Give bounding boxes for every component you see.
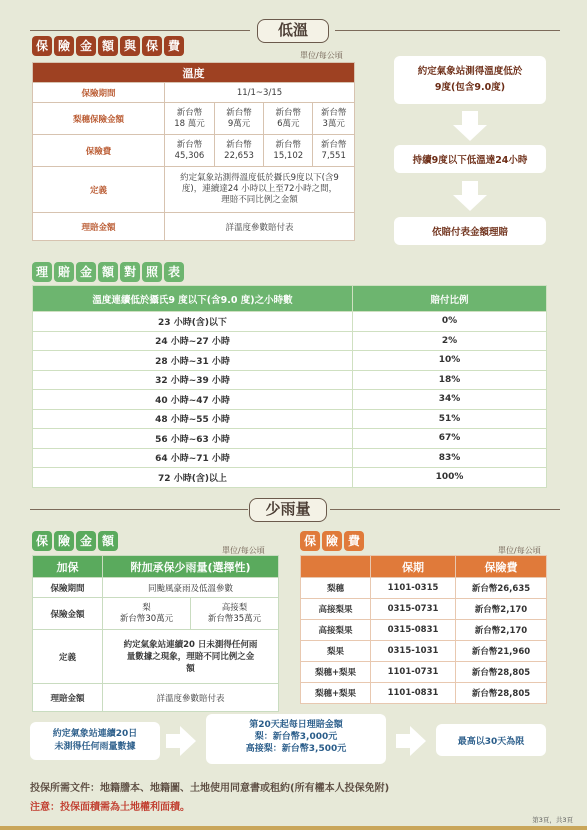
heading-char: 險 (54, 531, 74, 551)
compensation-table (32, 285, 547, 488)
heading-char: 費 (344, 531, 364, 551)
hours-cell: 32 小時~39 小時 (33, 370, 353, 390)
fee-cell: 新台幣28,805 (456, 662, 547, 683)
ratio-cell: 18% (353, 370, 547, 390)
table-header: 溫度 (33, 63, 355, 83)
heading-char: 額 (98, 531, 118, 551)
amount-cell: 梨 新台幣30萬元 (103, 598, 191, 630)
amount-cell: 新台幣 9萬元 (214, 103, 263, 135)
area-note: 注意：投保面積需為土地權利面積。 (30, 802, 190, 813)
hours-cell: 23 小時(含)以下 (33, 312, 353, 332)
section-title-low-temp-label: 低溫 (257, 19, 329, 43)
definition-label: 定義 (33, 630, 103, 684)
rain-flow-step-2-title: 第20天起每日理賠金額 (249, 720, 343, 730)
hours-cell: 48 小時~55 小時 (33, 409, 353, 429)
table-row (33, 468, 547, 488)
premium-cell: 新台幣 7,551 (313, 135, 355, 167)
table-row (33, 390, 547, 410)
compensation-header-hours: 溫度連續低於攝氏9 度以下(含9.0 度)之小時數 (33, 286, 353, 312)
rain-flow-step-2 (206, 714, 386, 764)
table-row (33, 429, 547, 449)
unit-label: 單位/每公頃 (222, 546, 265, 555)
premium-header-blank (301, 556, 371, 578)
table-row (301, 620, 547, 641)
ratio-cell: 34% (353, 390, 547, 410)
rain-header-2: 附加承保少雨量(選擇性) (103, 556, 279, 578)
heading-char: 表 (164, 262, 184, 282)
ratio-cell: 2% (353, 331, 547, 351)
heading-char: 對 (120, 262, 140, 282)
bottom-bar (0, 826, 587, 830)
ratio-cell: 51% (353, 409, 547, 429)
table-row (301, 599, 547, 620)
period-cell: 1101-0831 (371, 683, 456, 704)
unit-label: 單位/每公頃 (300, 51, 343, 60)
claim-label: 理賠金額 (33, 684, 103, 712)
premium-header-fee: 保險費 (456, 556, 547, 578)
down-arrow-icon (453, 181, 487, 211)
amount-cell: 新台幣 18 萬元 (165, 103, 215, 135)
period-label: 保險期間 (33, 578, 103, 598)
definition-label: 定義 (33, 167, 165, 213)
heading-char: 額 (98, 262, 118, 282)
compensation-header-ratio: 賠付比例 (353, 286, 547, 312)
hours-cell: 40 小時~47 小時 (33, 390, 353, 410)
period-value: 同颱風豪雨及低溫參數 (103, 578, 279, 598)
heading-char: 照 (142, 262, 162, 282)
heading-char: 金 (76, 36, 96, 56)
hours-cell: 56 小時~63 小時 (33, 429, 353, 449)
table-row (33, 351, 547, 371)
section-title-low-rain-label: 少雨量 (249, 498, 327, 522)
temperature-insurance-table (32, 62, 355, 241)
heading-char: 保 (142, 36, 162, 56)
premium-label: 保險費 (33, 135, 165, 167)
rain-insurance-table (32, 555, 279, 712)
amount-label: 梨穗保險金額 (33, 103, 165, 135)
table-row (33, 409, 547, 429)
period-cell: 1101-0315 (371, 578, 456, 599)
amount-cell: 新台幣 3萬元 (313, 103, 355, 135)
required-documents: 投保所需文件：地籍謄本、地籍圖、土地使用同意書或租約(所有權本人投保免附) (30, 783, 390, 794)
table-row (33, 448, 547, 468)
crop-cell: 梨穗+梨果 (301, 662, 371, 683)
flow-step-3: 依賠付表金額理賠 (394, 217, 546, 245)
heading-amount-premium (32, 36, 184, 56)
period-cell: 1101-0731 (371, 662, 456, 683)
period-cell: 0315-0831 (371, 620, 456, 641)
premium-cell: 新台幣 45,306 (165, 135, 215, 167)
claim-label: 理賠金額 (33, 213, 165, 241)
section-title-low-rain (0, 497, 587, 523)
flow-step-1: 約定氣象站測得溫度低於 9度(包含9.0度) (394, 56, 546, 104)
rain-flow-step-3: 最高以30天為限 (436, 724, 546, 756)
hours-cell: 72 小時(含)以上 (33, 468, 353, 488)
crop-cell: 梨穗+梨果 (301, 683, 371, 704)
table-row (301, 662, 547, 683)
table-row (33, 331, 547, 351)
heading-char: 保 (32, 36, 52, 56)
premium-table (300, 555, 547, 704)
heading-amount (32, 531, 118, 551)
crop-cell: 高接梨果 (301, 599, 371, 620)
right-arrow-icon (166, 726, 196, 756)
period-value: 11/1~3/15 (165, 83, 355, 103)
claim-value: 詳溫度參數賠付表 (103, 684, 279, 712)
crop-cell: 高接梨果 (301, 620, 371, 641)
ratio-cell: 100% (353, 468, 547, 488)
period-cell: 0315-0731 (371, 599, 456, 620)
heading-char: 險 (54, 36, 74, 56)
heading-char: 費 (164, 36, 184, 56)
fee-cell: 新台幣2,170 (456, 599, 547, 620)
heading-char: 險 (322, 531, 342, 551)
claim-value: 詳溫度參數賠付表 (165, 213, 355, 241)
fee-cell: 新台幣26,635 (456, 578, 547, 599)
premium-header-period: 保期 (371, 556, 456, 578)
heading-char: 理 (32, 262, 52, 282)
heading-char: 金 (76, 262, 96, 282)
heading-premium (300, 531, 364, 551)
crop-cell: 梨穗 (301, 578, 371, 599)
down-arrow-icon (453, 111, 487, 141)
rain-flow-step-2-line1: 梨：新台幣3,000元 (254, 732, 338, 742)
period-label: 保險期間 (33, 83, 165, 103)
table-row (301, 641, 547, 662)
hours-cell: 24 小時~27 小時 (33, 331, 353, 351)
definition-value: 約定氣象站連續20 日未測得任何雨量數據之現象，理賠不同比例之金額 (103, 630, 279, 684)
hours-cell: 28 小時~31 小時 (33, 351, 353, 371)
heading-char: 額 (98, 36, 118, 56)
rain-flow-step-1: 約定氣象站連續20日 未測得任何雨量數據 (30, 722, 160, 760)
flow-step-2: 持續9度以下低溫達24小時 (394, 145, 546, 173)
amount-cell: 高接梨 新台幣35萬元 (190, 598, 278, 630)
heading-char: 保 (300, 531, 320, 551)
fee-cell: 新台幣2,170 (456, 620, 547, 641)
table-row (33, 312, 547, 332)
rain-flow-step-2-line2: 高接梨：新台幣3,500元 (245, 744, 347, 754)
heading-char: 金 (76, 531, 96, 551)
heading-char: 保 (32, 531, 52, 551)
heading-char: 賠 (54, 262, 74, 282)
premium-cell: 新台幣 15,102 (264, 135, 313, 167)
premium-cell: 新台幣 22,653 (214, 135, 263, 167)
table-row (301, 683, 547, 704)
unit-label: 單位/每公頃 (498, 546, 541, 555)
ratio-cell: 83% (353, 448, 547, 468)
right-arrow-icon (396, 726, 426, 756)
fee-cell: 新台幣21,960 (456, 641, 547, 662)
period-cell: 0315-1031 (371, 641, 456, 662)
page-number: 第3頁，共3頁 (532, 816, 573, 824)
heading-char: 與 (120, 36, 140, 56)
ratio-cell: 10% (353, 351, 547, 371)
crop-cell: 梨果 (301, 641, 371, 662)
table-row (33, 370, 547, 390)
ratio-cell: 67% (353, 429, 547, 449)
table-row (301, 578, 547, 599)
heading-compare (32, 262, 184, 282)
amount-label: 保險金額 (33, 598, 103, 630)
fee-cell: 新台幣28,805 (456, 683, 547, 704)
rain-header-1: 加保 (33, 556, 103, 578)
hours-cell: 64 小時~71 小時 (33, 448, 353, 468)
definition-value: 約定氣象站測得溫度低於攝氏9度以下(含9度)，連續達24 小時以上至72小時之間，理賠不同比例之金額 (165, 167, 355, 213)
amount-cell: 新台幣 6萬元 (264, 103, 313, 135)
ratio-cell: 0% (353, 312, 547, 332)
